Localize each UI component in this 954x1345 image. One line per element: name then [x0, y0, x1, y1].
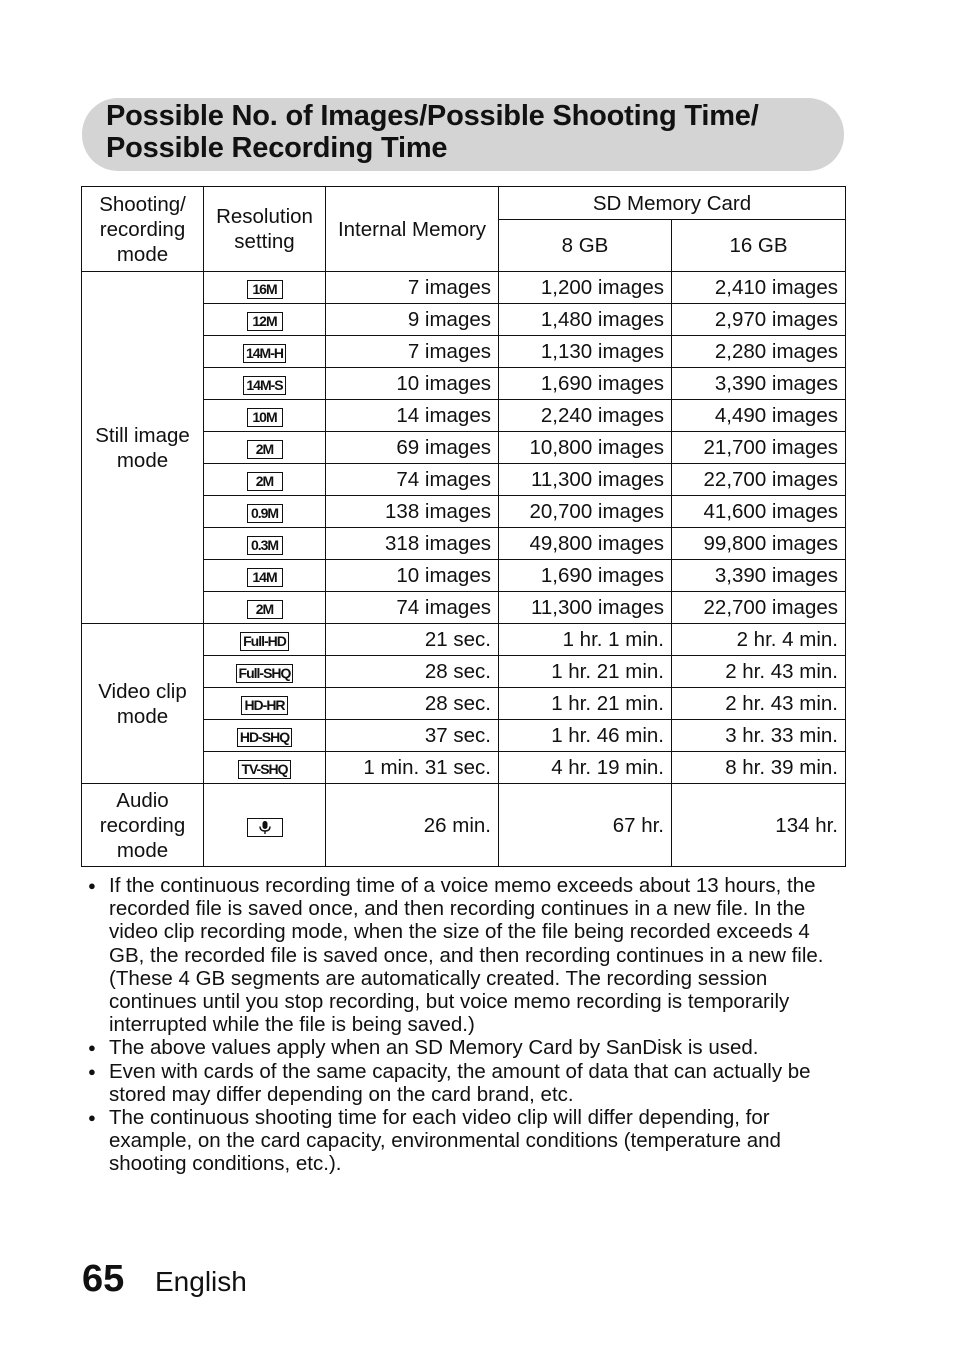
notes-list: [88, 874, 848, 1176]
still-image-mode-label: Still image mode: [82, 272, 204, 624]
table-cell: 41,600 images: [672, 496, 846, 528]
table-cell: 2 hr. 43 min.: [672, 656, 846, 688]
table-cell: 1 hr. 1 min.: [499, 624, 672, 656]
table-cell: 20,700 images: [499, 496, 672, 528]
table-cell: 2 hr. 4 min.: [672, 624, 846, 656]
table-cell: 2,280 images: [672, 336, 846, 368]
resolution-0-3m-icon: 0.3M: [247, 536, 283, 555]
page-language: English: [155, 1266, 247, 1297]
table-cell: 21 sec.: [326, 624, 499, 656]
header-internal-memory: Internal Memory: [326, 187, 499, 272]
still-image-rows: [82, 272, 846, 624]
page-title-line-2: Possible Recording Time: [106, 132, 448, 164]
resolution-2m-continuous-icon: 2M: [247, 600, 283, 619]
table-cell: 4 hr. 19 min.: [499, 752, 672, 784]
resolution-14m-s-icon: 14M-S: [243, 376, 285, 395]
table-cell: 2,240 images: [499, 400, 672, 432]
table-cell: 7 images: [326, 336, 499, 368]
page-title-line-1: Possible No. of Images/Possible Shooting Time/: [106, 100, 759, 132]
table-cell: 2,410 images: [672, 272, 846, 304]
table-cell: 4,490 images: [672, 400, 846, 432]
table-cell: 21,700 images: [672, 432, 846, 464]
resolution-12m-icon: 12M: [247, 312, 283, 331]
list-item: ● The above values apply when an SD Memory Card by SanDisk is used.: [88, 1036, 848, 1059]
table-cell: 8 hr. 39 min.: [672, 752, 846, 784]
table-cell: 74 images: [326, 464, 499, 496]
page-number: 65: [82, 1258, 125, 1300]
table-cell: 1,480 images: [499, 304, 672, 336]
table-cell: 74 images: [326, 592, 499, 624]
table-cell: 1,690 images: [499, 368, 672, 400]
video-clip-rows: [82, 624, 846, 784]
video-clip-mode-label: Video clip mode: [82, 624, 204, 784]
resolution-14m-continuous-icon: 14M: [247, 568, 283, 587]
table-cell: 2 hr. 43 min.: [672, 688, 846, 720]
microphone-icon: [247, 818, 283, 837]
table-cell: 138 images: [326, 496, 499, 528]
section-title-banner: [82, 98, 844, 171]
list-item: ● The continuous shooting time for each video clip will differ depending, for example, on the card capacity, environmental conditions (temperature and shooting conditions, etc.).: [88, 1106, 848, 1176]
table-cell: 1 hr. 46 min.: [499, 720, 672, 752]
audio-recording-mode-label: Audio recording mode: [82, 784, 204, 867]
header-sd-card: SD Memory Card: [499, 187, 846, 220]
table-cell: 10,800 images: [499, 432, 672, 464]
table-cell: 1,690 images: [499, 560, 672, 592]
table-cell: 26 min.: [326, 784, 499, 867]
table-cell: 9 images: [326, 304, 499, 336]
resolution-0-9m-icon: 0.9M: [247, 504, 283, 523]
list-item: ● If the continuous recording time of a voice memo exceeds about 13 hours, the recorded file is saved once, and then recording continues in a new file. In the video clip recording mode, when the size of the file being recorded exceeds 4 GB, the recorded file is saved once, and then recording continues in a new file. (These 4 GB segments are automatically created. The recording session continues until you stop recording, but voice memo recording is temporarily interrupted while the file is being saved.): [88, 874, 848, 1036]
header-shooting-mode: Shooting/ recording mode: [82, 187, 204, 272]
table-cell: 28 sec.: [326, 688, 499, 720]
table-cell: 7 images: [326, 272, 499, 304]
table-cell: 1 min. 31 sec.: [326, 752, 499, 784]
table-cell: 10 images: [326, 368, 499, 400]
table-cell: 49,800 images: [499, 528, 672, 560]
table-cell: 1,200 images: [499, 272, 672, 304]
table-cell: 37 sec.: [326, 720, 499, 752]
table-cell: 134 hr.: [672, 784, 846, 867]
header-16gb: 16 GB: [672, 220, 846, 272]
resolution-2m-wide-icon: 2M: [247, 440, 283, 459]
table-cell: 3,390 images: [672, 560, 846, 592]
list-item: ● Even with cards of the same capacity, the amount of data that can actually be stored may differ depending on the card brand, etc.: [88, 1060, 848, 1106]
table-cell: 10 images: [326, 560, 499, 592]
resolution-14m-h-icon: 14M-H: [243, 344, 286, 363]
table-cell: 67 hr.: [499, 784, 672, 867]
table-cell: 22,700 images: [672, 464, 846, 496]
video-full-hd-icon: Full-HD: [240, 632, 289, 651]
table-cell: 11,300 images: [499, 464, 672, 496]
video-hd-hr-icon: HD-HR: [241, 696, 287, 715]
audio-rows: [82, 784, 846, 867]
table-cell: 3 hr. 33 min.: [672, 720, 846, 752]
video-tv-shq-icon: TV-SHQ: [238, 760, 290, 779]
table-cell: 11,300 images: [499, 592, 672, 624]
table-cell: 318 images: [326, 528, 499, 560]
table-cell: 28 sec.: [326, 656, 499, 688]
table-cell: 1 hr. 21 min.: [499, 656, 672, 688]
table-cell: 1 hr. 21 min.: [499, 688, 672, 720]
table-cell: 14 images: [326, 400, 499, 432]
table-cell: 3,390 images: [672, 368, 846, 400]
table-cell: 1,130 images: [499, 336, 672, 368]
video-full-shq-icon: Full-SHQ: [236, 664, 294, 683]
resolution-10m-icon: 10M: [247, 408, 283, 427]
table-cell: 2,970 images: [672, 304, 846, 336]
table-cell: 69 images: [326, 432, 499, 464]
capacity-table: [81, 186, 846, 867]
resolution-2m-icon: 2M: [247, 472, 283, 491]
video-hd-shq-icon: HD-SHQ: [237, 728, 292, 747]
resolution-16m-icon: 16M: [247, 280, 283, 299]
header-resolution: Resolution setting: [204, 187, 326, 272]
header-8gb: 8 GB: [499, 220, 672, 272]
table-cell: 99,800 images: [672, 528, 846, 560]
table-cell: 22,700 images: [672, 592, 846, 624]
